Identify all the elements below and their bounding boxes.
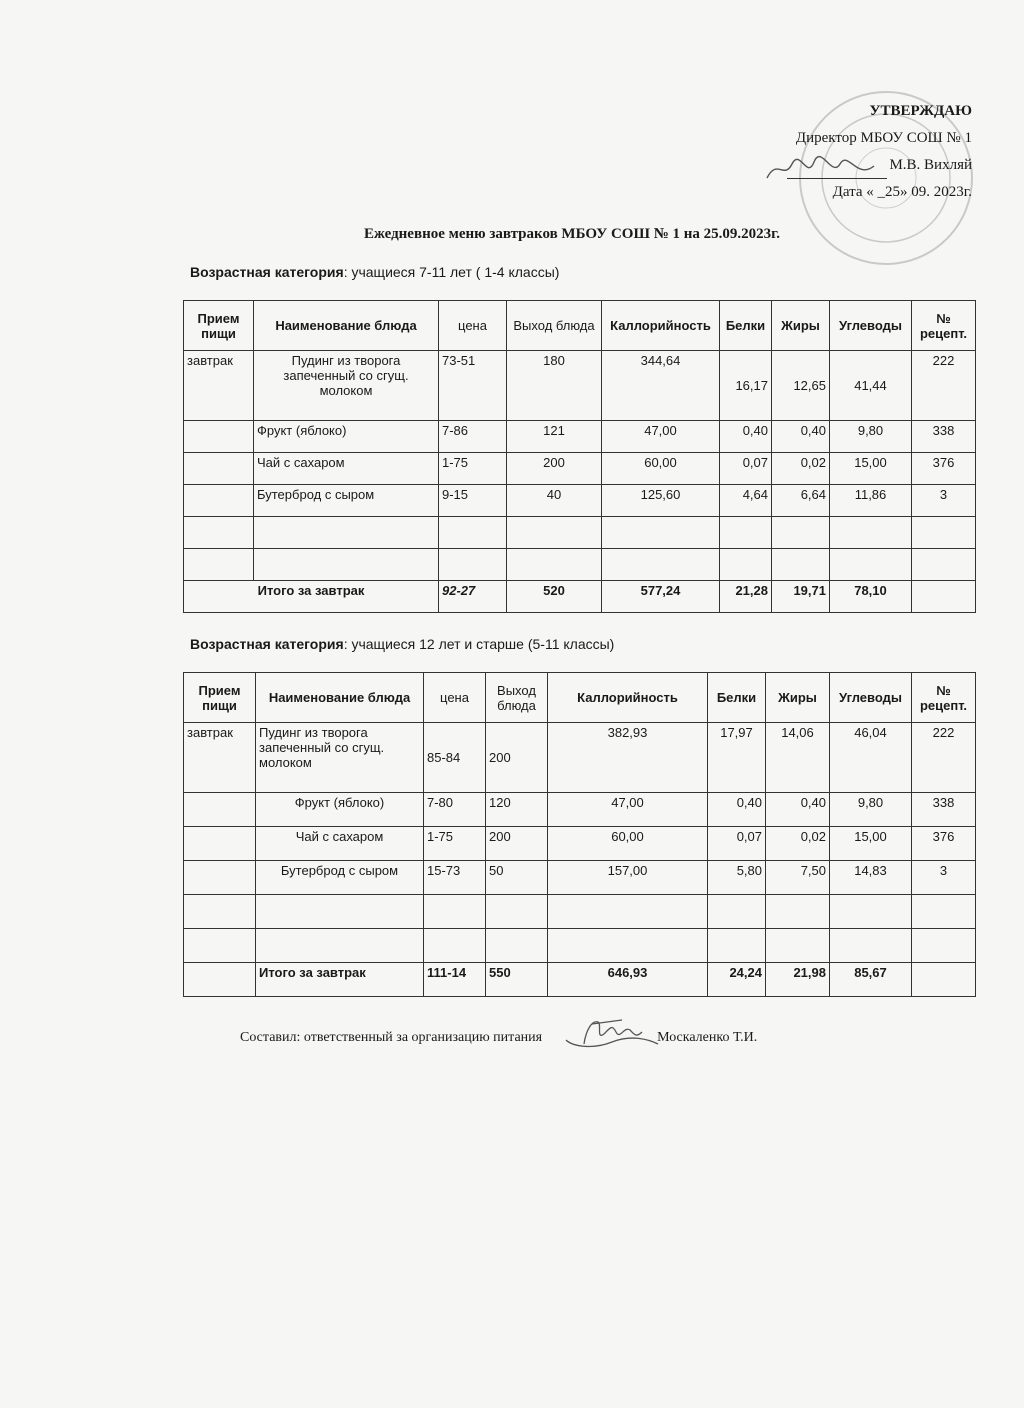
director-signature-icon: [762, 150, 882, 190]
cell-carbs: 15,00: [830, 827, 912, 861]
total-fat: 19,71: [772, 581, 830, 613]
cell-recipe: 338: [912, 421, 976, 453]
cell-name: Чай с сахаром: [256, 827, 424, 861]
cell-carbs: 41,44: [830, 351, 912, 421]
cell-carbs: 9,80: [830, 793, 912, 827]
cell-kcal: 60,00: [548, 827, 708, 861]
footer: [240, 1030, 757, 1046]
header-price: цена: [439, 301, 507, 351]
table-row-empty: [184, 929, 976, 963]
header-recipe: № рецепт.: [912, 301, 976, 351]
cell-protein: 4,64: [720, 485, 772, 517]
cell-protein: 17,97: [708, 723, 766, 793]
category-label: Возрастная категория: [190, 636, 344, 652]
cell-fat: 12,65: [772, 351, 830, 421]
cell-protein: 0,40: [708, 793, 766, 827]
table-header-row: [184, 673, 976, 723]
approval-date: Дата « _25» 09. 2023г.: [832, 184, 972, 200]
cell-carbs: 11,86: [830, 485, 912, 517]
table-row: [184, 793, 976, 827]
cell-protein: 0,07: [708, 827, 766, 861]
menu-table-1: [183, 300, 976, 613]
table-total-row: [184, 963, 976, 997]
cell-meal: [184, 485, 254, 517]
cell-recipe: 3: [912, 861, 976, 895]
cell-name: Пудинг из творога запеченный со сгущ. молоком: [256, 723, 424, 793]
cell-kcal: 47,00: [602, 421, 720, 453]
table-header-row: [184, 301, 976, 351]
total-protein: 21,28: [720, 581, 772, 613]
header-fat: Жиры: [766, 673, 830, 723]
cell-fat: 0,40: [772, 421, 830, 453]
category-1-text: : учащиеся 7-11 лет ( 1-4 классы): [343, 264, 560, 280]
header-carbs: Углеводы: [830, 301, 912, 351]
cell-price: 73-51: [439, 351, 507, 421]
cell-recipe: 376: [912, 453, 976, 485]
header-name: Наименование блюда: [256, 673, 424, 723]
table-row-empty: [184, 517, 976, 549]
cell-kcal: 60,00: [602, 453, 720, 485]
cell-output: 200: [486, 723, 548, 793]
cell-meal: [184, 421, 254, 453]
cell-fat: 0,02: [772, 453, 830, 485]
cell-recipe: 222: [912, 351, 976, 421]
total-output: 550: [486, 963, 548, 997]
total-carbs: 85,67: [830, 963, 912, 997]
cell-output: 50: [486, 861, 548, 895]
cell-price: 1-75: [424, 827, 486, 861]
cell-carbs: 14,83: [830, 861, 912, 895]
header-output: Выход блюда: [486, 673, 548, 723]
cell-price: 15-73: [424, 861, 486, 895]
cell-name: Чай с сахаром: [254, 453, 439, 485]
header-recipe: № рецепт.: [912, 673, 976, 723]
cell-kcal: 157,00: [548, 861, 708, 895]
cell-name: Бутерброд с сыром: [254, 485, 439, 517]
category-2-text: : учащиеся 12 лет и старше (5-11 классы): [343, 636, 615, 652]
cell-output: 121: [507, 421, 602, 453]
cell-price: 7-86: [439, 421, 507, 453]
cell-kcal: 382,93: [548, 723, 708, 793]
header-protein: Белки: [720, 301, 772, 351]
header-kcal: Каллорийность: [602, 301, 720, 351]
footer-name: Москаленко Т.И.: [657, 1030, 758, 1045]
total-fat: 21,98: [766, 963, 830, 997]
cell-price: 1-75: [439, 453, 507, 485]
cell-carbs: 46,04: [830, 723, 912, 793]
cell-meal: [184, 861, 256, 895]
table-row: [184, 861, 976, 895]
table-row: [184, 421, 976, 453]
table-total-row: [184, 581, 976, 613]
total-carbs: 78,10: [830, 581, 912, 613]
menu-table-2: [183, 672, 976, 997]
cell-output: 180: [507, 351, 602, 421]
cell-recipe: 222: [912, 723, 976, 793]
cell-fat: 7,50: [766, 861, 830, 895]
signature-icon: [562, 1010, 662, 1054]
header-meal: Прием пищи: [184, 673, 256, 723]
cell-kcal: 47,00: [548, 793, 708, 827]
cell-meal: [184, 453, 254, 485]
header-fat: Жиры: [772, 301, 830, 351]
header-meal: Прием пищи: [184, 301, 254, 351]
category-label: Возрастная категория: [190, 264, 344, 280]
cell-name: Бутерброд с сыром: [256, 861, 424, 895]
header-name: Наименование блюда: [254, 301, 439, 351]
cell-name: Фрукт (яблоко): [254, 421, 439, 453]
cell-fat: 14,06: [766, 723, 830, 793]
table-row-empty: [184, 895, 976, 929]
cell-fat: 6,64: [772, 485, 830, 517]
approval-director: М.В. Вихляй: [889, 157, 972, 173]
cell-output: 120: [486, 793, 548, 827]
category-1: [190, 264, 559, 280]
header-kcal: Каллорийность: [548, 673, 708, 723]
table-row-empty: [184, 549, 976, 581]
total-output: 520: [507, 581, 602, 613]
table-row: [184, 827, 976, 861]
cell-fat: 0,02: [766, 827, 830, 861]
page-title: Ежедневное меню завтраков МБОУ СОШ № 1 на 25.09.2023г.: [363, 226, 781, 242]
cell-output: 200: [507, 453, 602, 485]
total-kcal: 646,93: [548, 963, 708, 997]
cell-recipe: 338: [912, 793, 976, 827]
cell-price: 7-80: [424, 793, 486, 827]
cell-protein: 0,07: [720, 453, 772, 485]
total-price: 111-14: [424, 963, 486, 997]
approval-position: Директор МБОУ СОШ № 1: [795, 130, 972, 146]
cell-name: Пудинг из творога запеченный со сгущ. молоком: [254, 351, 439, 421]
footer-composed: Составил: ответственный за организацию питания: [240, 1030, 543, 1045]
total-label: Итого за завтрак: [256, 963, 424, 997]
header-protein: Белки: [708, 673, 766, 723]
cell-fat: 0,40: [766, 793, 830, 827]
cell-protein: 0,40: [720, 421, 772, 453]
cell-meal: завтрак: [184, 351, 254, 421]
table-row: [184, 723, 976, 793]
total-label: Итого за завтрак: [184, 581, 439, 613]
cell-meal: [184, 827, 256, 861]
header-output: Выход блюда: [507, 301, 602, 351]
cell-meal: [184, 793, 256, 827]
table-row: [184, 453, 976, 485]
cell-kcal: 125,60: [602, 485, 720, 517]
cell-meal: завтрак: [184, 723, 256, 793]
table-row: [184, 485, 976, 517]
cell-carbs: 15,00: [830, 453, 912, 485]
cell-recipe: 3: [912, 485, 976, 517]
cell-carbs: 9,80: [830, 421, 912, 453]
approval-title: УТВЕРЖДАЮ: [869, 103, 972, 119]
cell-price: 9-15: [439, 485, 507, 517]
header-price: цена: [424, 673, 486, 723]
total-protein: 24,24: [708, 963, 766, 997]
cell-kcal: 344,64: [602, 351, 720, 421]
total-kcal: 577,24: [602, 581, 720, 613]
cell-output: 40: [507, 485, 602, 517]
cell-protein: 16,17: [720, 351, 772, 421]
cell-output: 200: [486, 827, 548, 861]
category-2: [190, 636, 614, 652]
cell-name: Фрукт (яблоко): [256, 793, 424, 827]
cell-protein: 5,80: [708, 861, 766, 895]
header-carbs: Углеводы: [830, 673, 912, 723]
total-price: 92-27: [439, 581, 507, 613]
cell-recipe: 376: [912, 827, 976, 861]
table-row: [184, 351, 976, 421]
cell-price: 85-84: [424, 723, 486, 793]
